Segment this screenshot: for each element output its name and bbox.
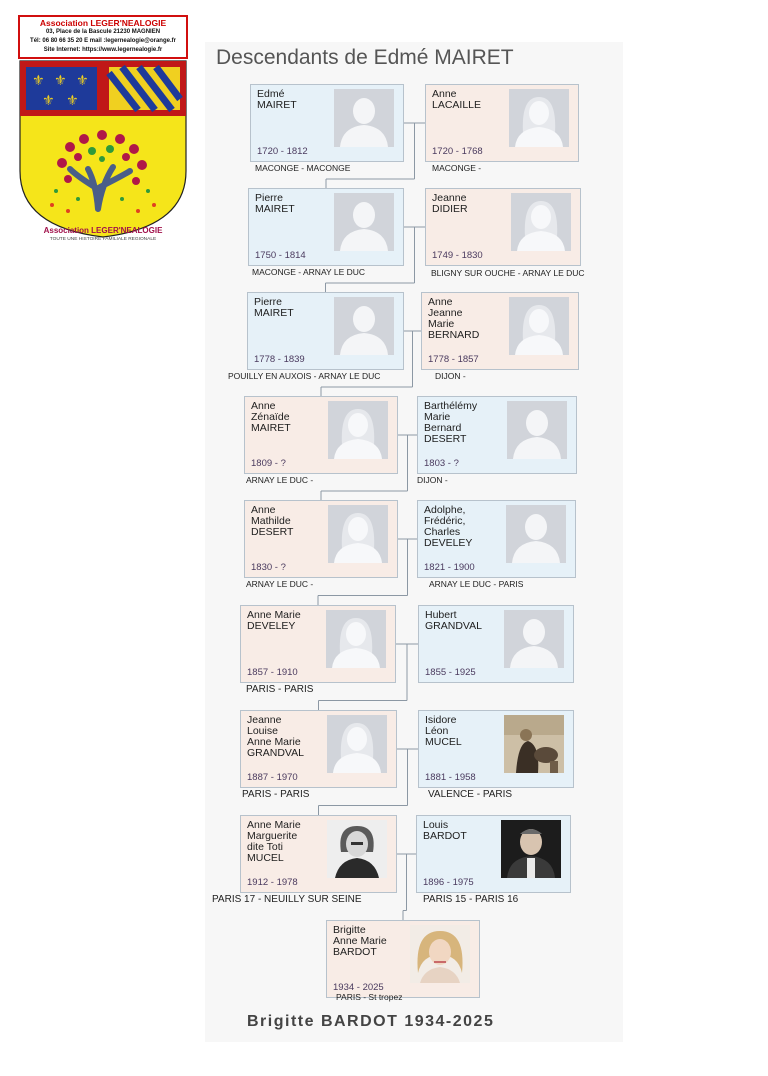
logo-contact: Tél: 06 80 66 35 20 E mail :legernealogie@orange.fr bbox=[30, 38, 176, 44]
gen5-right-place: ARNAY LE DUC - PARIS bbox=[429, 579, 524, 589]
gen2-right-place: BLIGNY SUR OUCHE - ARNAY LE DUC bbox=[431, 268, 585, 278]
gen7-left-card bbox=[240, 710, 397, 788]
gen8-right-portrait bbox=[501, 820, 561, 878]
gen7-right-name: Isidore Léon MUCEL bbox=[425, 714, 462, 748]
gen8-right-place: PARIS 15 - PARIS 16 bbox=[423, 894, 519, 905]
gen3-right-place: DIJON - bbox=[435, 371, 466, 381]
gen4-left-portrait bbox=[328, 401, 388, 459]
gen4-right-place: DIJON - bbox=[417, 475, 448, 485]
logo-address: 03, Place de la Bascule 21230 MAGNIEN bbox=[45, 29, 161, 35]
svg-text:⚜: ⚜ bbox=[54, 73, 67, 89]
gen2-left-dates: 1750 - 1814 bbox=[255, 250, 306, 261]
gen3-left-place: POUILLY EN AUXOIS - ARNAY LE DUC bbox=[228, 371, 381, 381]
gen6-right-card bbox=[418, 605, 574, 683]
gen3-right-name: Anne Jeanne Marie BERNARD bbox=[428, 296, 480, 341]
gen6-right-portrait bbox=[504, 610, 564, 668]
svg-text:⚜: ⚜ bbox=[32, 73, 45, 89]
gen8-right-name: Louis BARDOT bbox=[423, 819, 467, 842]
gen8-left-name: Anne Marie Marguerite dite Toti MUCEL bbox=[247, 819, 301, 864]
gen8-right-dates: 1896 - 1975 bbox=[423, 877, 474, 888]
gen6-left-place: PARIS - PARIS bbox=[246, 684, 314, 695]
gen3-right-portrait bbox=[509, 297, 569, 355]
gen4-right-dates: 1803 - ? bbox=[424, 458, 459, 469]
logo-website: Site Internet: https://www.legernealogie.fr bbox=[43, 47, 163, 53]
logo-slogan: TOUTE UNE HISTOIRE FAMILIALE REGIONALE bbox=[49, 237, 157, 242]
footer-caption: Brigitte BARDOT 1934-2025 bbox=[247, 1013, 495, 1030]
gen5-left-card bbox=[244, 500, 398, 578]
gen6-left-portrait bbox=[326, 610, 386, 668]
final-person-dates: 1934 - 2025 bbox=[333, 982, 384, 993]
gen7-right-dates: 1881 - 1958 bbox=[425, 772, 476, 783]
gen1-left-dates: 1720 - 1812 bbox=[257, 146, 308, 157]
gen4-left-place: ARNAY LE DUC - bbox=[246, 475, 314, 485]
gen1-left-card bbox=[250, 84, 404, 162]
gen2-right-portrait bbox=[511, 193, 571, 251]
gen5-left-portrait bbox=[328, 505, 388, 563]
gen8-left-place: PARIS 17 - NEUILLY SUR SEINE bbox=[212, 894, 362, 905]
logo-association-name: Association LEGER'NEALOGIE bbox=[39, 18, 167, 28]
gen2-right-dates: 1749 - 1830 bbox=[432, 250, 483, 261]
final-person-portrait bbox=[410, 925, 470, 983]
gen1-right-portrait bbox=[509, 89, 569, 147]
gen4-left-card bbox=[244, 396, 398, 474]
gen3-left-card bbox=[247, 292, 404, 370]
gen7-left-portrait bbox=[327, 715, 387, 773]
gen7-right-place: VALENCE - PARIS bbox=[428, 789, 513, 800]
page-title: Descendants de Edmé MAIRET bbox=[216, 46, 514, 69]
gen1-left-name: Edmé MAIRET bbox=[257, 88, 297, 111]
gen1-right-name: Anne LACAILLE bbox=[432, 88, 482, 111]
gen6-left-dates: 1857 - 1910 bbox=[247, 667, 298, 678]
gen7-left-name: Jeanne Louise Anne Marie GRANDVAL bbox=[247, 714, 304, 759]
gen1-right-dates: 1720 - 1768 bbox=[432, 146, 483, 157]
gen4-left-dates: 1809 - ? bbox=[251, 458, 286, 469]
gen8-left-portrait bbox=[327, 820, 387, 878]
gen5-left-place: ARNAY LE DUC - bbox=[246, 579, 314, 589]
gen6-right-name: Hubert GRANDVAL bbox=[425, 609, 482, 632]
gen7-right-card bbox=[418, 710, 574, 788]
gen6-left-card bbox=[240, 605, 396, 683]
final-person-place: PARIS - St tropez bbox=[336, 992, 403, 1002]
gen6-right-dates: 1855 - 1925 bbox=[425, 667, 476, 678]
logo-emblem-name: Association LEGER'NEALOGIE bbox=[43, 226, 163, 235]
gen1-right-card bbox=[425, 84, 579, 162]
gen1-right-place: MACONGE - bbox=[432, 163, 482, 173]
gen3-left-portrait bbox=[334, 297, 394, 355]
gen5-right-name: Adolphe, Frédéric, Charles DEVELEY bbox=[424, 504, 473, 549]
gen1-left-portrait bbox=[334, 89, 394, 147]
gen7-left-place: PARIS - PARIS bbox=[242, 789, 310, 800]
gen4-left-name: Anne Zénaïde MAIRET bbox=[251, 400, 291, 434]
gen4-right-card bbox=[417, 396, 577, 474]
gen7-left-dates: 1887 - 1970 bbox=[247, 772, 298, 783]
svg-text:⚜: ⚜ bbox=[42, 93, 55, 109]
final-person-name: Brigitte Anne Marie BARDOT bbox=[333, 924, 387, 958]
gen2-left-card bbox=[248, 188, 404, 266]
gen3-right-card bbox=[421, 292, 579, 370]
gen2-left-place: MACONGE - ARNAY LE DUC bbox=[252, 267, 366, 277]
gen3-left-dates: 1778 - 1839 bbox=[254, 354, 305, 365]
gen2-right-card bbox=[425, 188, 581, 266]
gen5-left-name: Anne Mathilde DESERT bbox=[251, 504, 294, 538]
final-person-card bbox=[326, 920, 480, 998]
gen5-right-portrait bbox=[506, 505, 566, 563]
gen5-right-card bbox=[417, 500, 576, 578]
gen8-left-card bbox=[240, 815, 397, 893]
svg-text:⚜: ⚜ bbox=[66, 93, 79, 109]
gen2-left-portrait bbox=[334, 193, 394, 251]
svg-text:⚜: ⚜ bbox=[76, 73, 89, 89]
gen7-right-portrait bbox=[504, 715, 564, 773]
gen8-left-dates: 1912 - 1978 bbox=[247, 877, 298, 888]
gen4-right-portrait bbox=[507, 401, 567, 459]
gen2-right-name: Jeanne DIDIER bbox=[432, 192, 468, 215]
gen1-left-place: MACONGE - MACONGE bbox=[255, 163, 351, 173]
gen5-left-dates: 1830 - ? bbox=[251, 562, 286, 573]
gen8-right-card bbox=[416, 815, 571, 893]
gen3-right-dates: 1778 - 1857 bbox=[428, 354, 479, 365]
gen6-left-name: Anne Marie DEVELEY bbox=[247, 609, 301, 632]
gen4-right-name: Barthélémy Marie Bernard DESERT bbox=[424, 400, 478, 445]
gen2-left-name: Pierre MAIRET bbox=[255, 192, 295, 215]
gen5-right-dates: 1821 - 1900 bbox=[424, 562, 475, 573]
gen3-left-name: Pierre MAIRET bbox=[254, 296, 294, 319]
